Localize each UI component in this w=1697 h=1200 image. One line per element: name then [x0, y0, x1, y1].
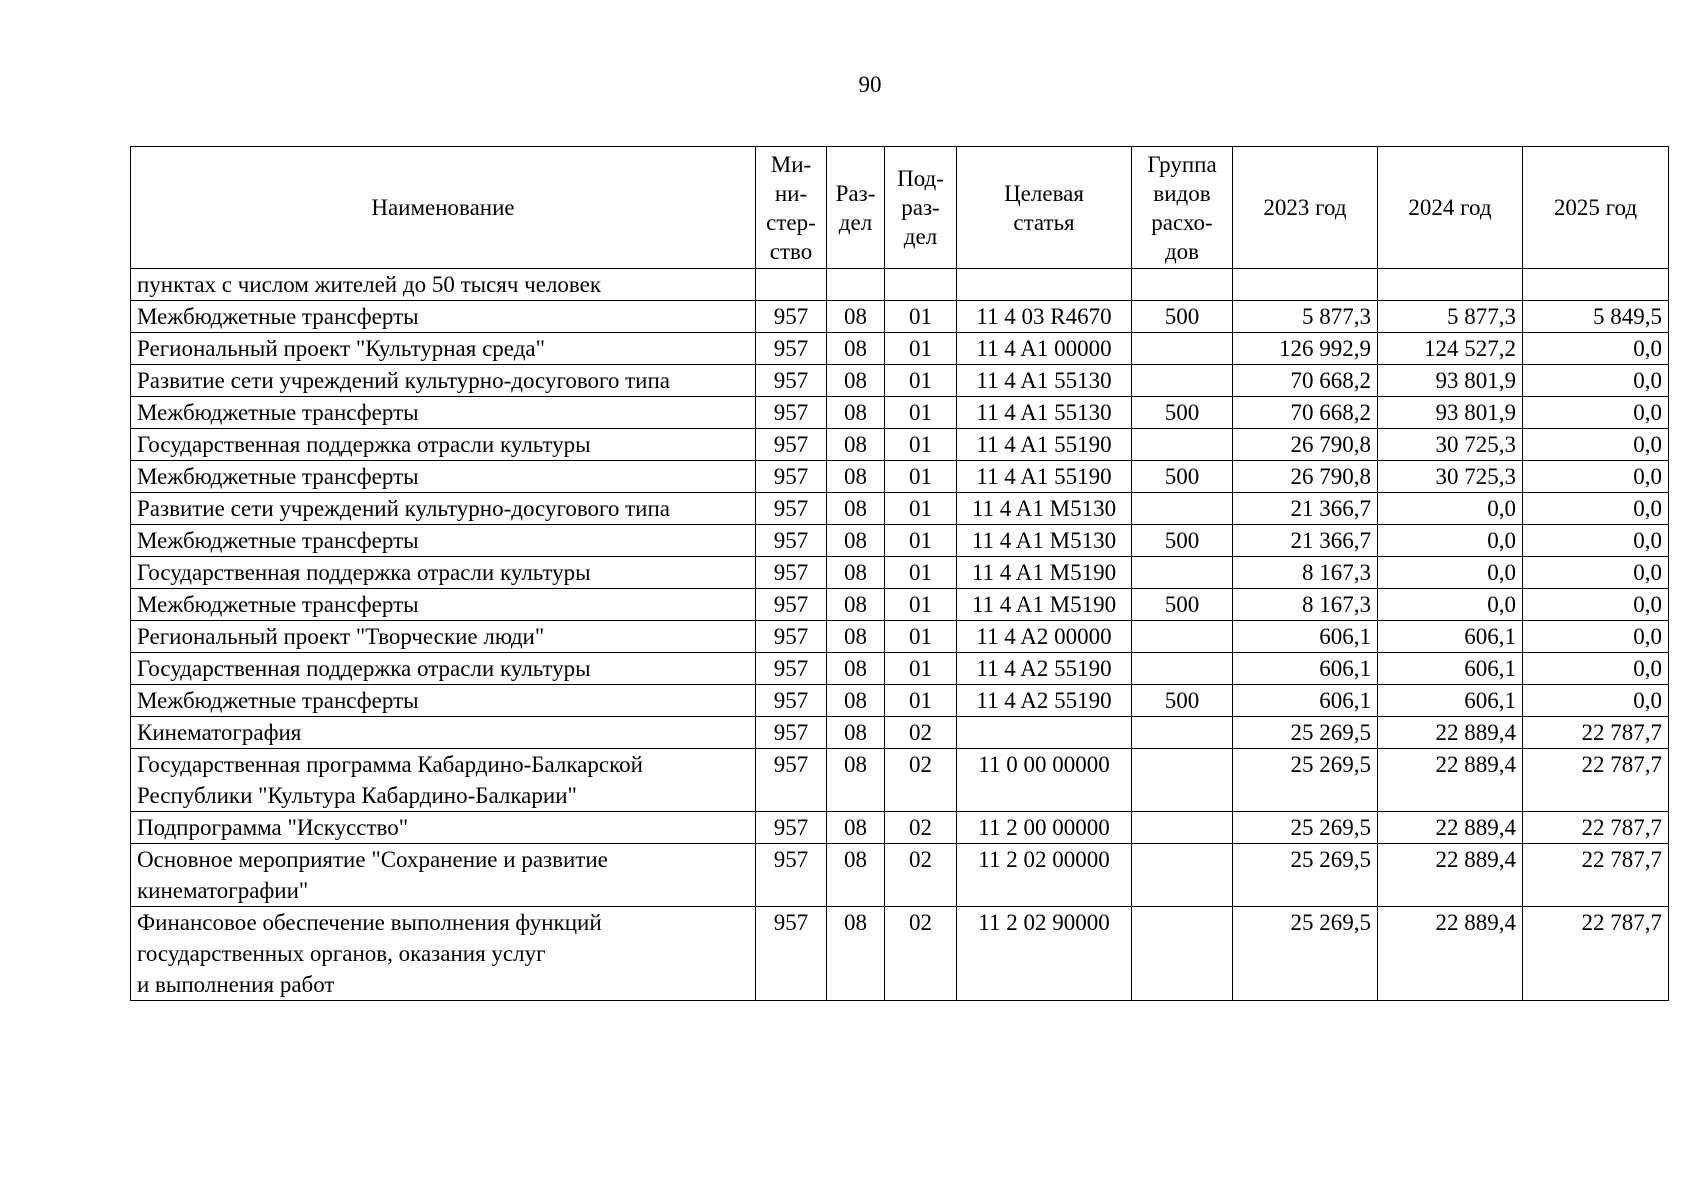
cell-2024: 30 725,3 [1378, 461, 1523, 493]
cell-2025: 0,0 [1523, 365, 1669, 397]
table-row [131, 557, 1669, 589]
cell-name: Основное мероприятие "Сохранение и развитие кинематографии" [131, 844, 756, 907]
cell-2025: 0,0 [1523, 621, 1669, 653]
cell-section: 08 [827, 844, 885, 907]
cell-2025: 22 787,7 [1523, 844, 1669, 907]
cell-target [957, 717, 1132, 749]
cell-2024: 22 889,4 [1378, 749, 1523, 812]
table-row [131, 749, 1669, 812]
header-ministry: Ми- ни- стер- ство [756, 147, 827, 269]
cell-name: Межбюджетные трансферты [131, 461, 756, 493]
cell-expense-group: 500 [1132, 589, 1233, 621]
cell-target: 11 4 A1 55190 [957, 461, 1132, 493]
cell-target: 11 4 A1 M5190 [957, 557, 1132, 589]
cell-2023: 606,1 [1233, 621, 1378, 653]
cell-expense-group [1132, 333, 1233, 365]
cell-expense-group [1132, 844, 1233, 907]
cell-expense-group: 500 [1132, 301, 1233, 333]
cell-2023: 606,1 [1233, 685, 1378, 717]
cell-subsection: 02 [885, 812, 957, 844]
cell-2023: 606,1 [1233, 653, 1378, 685]
cell-subsection: 02 [885, 907, 957, 1001]
cell-name: Региональный проект "Творческие люди" [131, 621, 756, 653]
cell-name: Подпрограмма "Искусство" [131, 812, 756, 844]
cell-section: 08 [827, 301, 885, 333]
cell-expense-group [1132, 749, 1233, 812]
cell-subsection: 01 [885, 685, 957, 717]
cell-2025: 22 787,7 [1523, 812, 1669, 844]
cell-2024: 22 889,4 [1378, 907, 1523, 1001]
cell-section: 08 [827, 365, 885, 397]
cell-name: Межбюджетные трансферты [131, 685, 756, 717]
table-row [131, 333, 1669, 365]
cell-section: 08 [827, 461, 885, 493]
cell-expense-group: 500 [1132, 461, 1233, 493]
cell-2025: 0,0 [1523, 333, 1669, 365]
cell-expense-group [1132, 812, 1233, 844]
cell-name: Межбюджетные трансферты [131, 525, 756, 557]
cell-2023: 25 269,5 [1233, 749, 1378, 812]
cell-target: 11 4 A1 M5130 [957, 493, 1132, 525]
cell-section: 08 [827, 653, 885, 685]
cell-subsection: 01 [885, 493, 957, 525]
cell-2025: 0,0 [1523, 685, 1669, 717]
cell-2024: 93 801,9 [1378, 365, 1523, 397]
header-2023: 2023 год [1233, 147, 1378, 269]
cell-subsection: 01 [885, 301, 957, 333]
cell-ministry: 957 [756, 493, 827, 525]
cell-target: 11 4 A1 55190 [957, 429, 1132, 461]
cell-section: 08 [827, 717, 885, 749]
table-row [131, 589, 1669, 621]
cell-target [957, 269, 1132, 301]
cell-2024: 22 889,4 [1378, 844, 1523, 907]
cell-2024: 606,1 [1378, 653, 1523, 685]
cell-2023: 21 366,7 [1233, 525, 1378, 557]
table-row [131, 301, 1669, 333]
cell-2025 [1523, 269, 1669, 301]
table-row [131, 525, 1669, 557]
cell-2024: 93 801,9 [1378, 397, 1523, 429]
cell-2025: 0,0 [1523, 653, 1669, 685]
cell-ministry: 957 [756, 812, 827, 844]
cell-name: Межбюджетные трансферты [131, 301, 756, 333]
cell-ministry: 957 [756, 749, 827, 812]
cell-2025: 22 787,7 [1523, 749, 1669, 812]
cell-2025: 0,0 [1523, 557, 1669, 589]
cell-subsection: 01 [885, 365, 957, 397]
cell-section: 08 [827, 557, 885, 589]
table-header [131, 147, 1669, 269]
cell-expense-group: 500 [1132, 685, 1233, 717]
cell-2024: 0,0 [1378, 493, 1523, 525]
cell-section: 08 [827, 685, 885, 717]
cell-2023: 21 366,7 [1233, 493, 1378, 525]
cell-2025: 5 849,5 [1523, 301, 1669, 333]
cell-name: Кинематография [131, 717, 756, 749]
cell-ministry: 957 [756, 557, 827, 589]
table-row [131, 461, 1669, 493]
cell-2024: 606,1 [1378, 685, 1523, 717]
cell-ministry: 957 [756, 685, 827, 717]
table-row [131, 653, 1669, 685]
cell-subsection: 01 [885, 429, 957, 461]
cell-2025: 0,0 [1523, 493, 1669, 525]
cell-subsection: 01 [885, 557, 957, 589]
header-target: Целевая статья [957, 147, 1132, 269]
table-row [131, 621, 1669, 653]
cell-section [827, 269, 885, 301]
cell-ministry: 957 [756, 717, 827, 749]
cell-name: Региональный проект "Культурная среда" [131, 333, 756, 365]
cell-2024: 30 725,3 [1378, 429, 1523, 461]
cell-target: 11 0 00 00000 [957, 749, 1132, 812]
cell-name: Государственная поддержка отрасли культуры [131, 557, 756, 589]
cell-2025: 22 787,7 [1523, 907, 1669, 1001]
cell-2023: 5 877,3 [1233, 301, 1378, 333]
cell-subsection [885, 269, 957, 301]
cell-expense-group: 500 [1132, 397, 1233, 429]
cell-2023: 126 992,9 [1233, 333, 1378, 365]
cell-subsection: 02 [885, 717, 957, 749]
cell-section: 08 [827, 749, 885, 812]
cell-2023: 8 167,3 [1233, 557, 1378, 589]
cell-2025: 0,0 [1523, 429, 1669, 461]
cell-2023: 25 269,5 [1233, 907, 1378, 1001]
cell-expense-group [1132, 269, 1233, 301]
cell-2023: 70 668,2 [1233, 397, 1378, 429]
cell-section: 08 [827, 429, 885, 461]
cell-2024: 22 889,4 [1378, 812, 1523, 844]
table-row [131, 269, 1669, 301]
table-row [131, 907, 1669, 1001]
cell-2024: 0,0 [1378, 557, 1523, 589]
cell-2024: 124 527,2 [1378, 333, 1523, 365]
cell-ministry: 957 [756, 589, 827, 621]
cell-name: Государственная программа Кабардино-Балкарской Республики "Культура Кабардино-Балкарии" [131, 749, 756, 812]
cell-subsection: 01 [885, 397, 957, 429]
cell-section: 08 [827, 621, 885, 653]
header-2024: 2024 год [1378, 147, 1523, 269]
cell-subsection: 01 [885, 333, 957, 365]
cell-2025: 22 787,7 [1523, 717, 1669, 749]
cell-ministry: 957 [756, 621, 827, 653]
cell-subsection: 01 [885, 621, 957, 653]
cell-expense-group [1132, 493, 1233, 525]
cell-2024: 606,1 [1378, 621, 1523, 653]
cell-2023 [1233, 269, 1378, 301]
cell-ministry: 957 [756, 525, 827, 557]
cell-2023: 25 269,5 [1233, 844, 1378, 907]
cell-2023: 25 269,5 [1233, 812, 1378, 844]
table-row [131, 812, 1669, 844]
cell-ministry: 957 [756, 907, 827, 1001]
cell-name: Развитие сети учреждений культурно-досугового типа [131, 365, 756, 397]
table-row [131, 685, 1669, 717]
cell-subsection: 01 [885, 461, 957, 493]
cell-ministry: 957 [756, 365, 827, 397]
cell-ministry: 957 [756, 429, 827, 461]
cell-name: Межбюджетные трансферты [131, 397, 756, 429]
cell-subsection: 02 [885, 749, 957, 812]
cell-subsection: 01 [885, 525, 957, 557]
table-body [131, 269, 1669, 1001]
cell-target: 11 2 02 90000 [957, 907, 1132, 1001]
header-expense-group: Группа видов расхо- дов [1132, 147, 1233, 269]
cell-section: 08 [827, 525, 885, 557]
table-row [131, 493, 1669, 525]
budget-table [130, 146, 1669, 1001]
page-number: 90 [858, 72, 882, 97]
cell-section: 08 [827, 397, 885, 429]
cell-ministry: 957 [756, 461, 827, 493]
header-section: Раз- дел [827, 147, 885, 269]
cell-target: 11 4 A1 55130 [957, 365, 1132, 397]
cell-2025: 0,0 [1523, 589, 1669, 621]
cell-expense-group [1132, 653, 1233, 685]
cell-name: Финансовое обеспечение выполнения функций государственных органов, оказания услуг и выполнения работ [131, 907, 756, 1001]
cell-2024: 5 877,3 [1378, 301, 1523, 333]
cell-expense-group: 500 [1132, 525, 1233, 557]
cell-expense-group [1132, 557, 1233, 589]
cell-section: 08 [827, 493, 885, 525]
cell-name: Государственная поддержка отрасли культуры [131, 429, 756, 461]
cell-target: 11 4 A2 55190 [957, 653, 1132, 685]
cell-target: 11 4 A1 55130 [957, 397, 1132, 429]
cell-subsection: 02 [885, 844, 957, 907]
cell-expense-group [1132, 621, 1233, 653]
cell-2023: 26 790,8 [1233, 461, 1378, 493]
cell-ministry: 957 [756, 397, 827, 429]
header-2025: 2025 год [1523, 147, 1669, 269]
cell-expense-group [1132, 365, 1233, 397]
table-row [131, 365, 1669, 397]
cell-section: 08 [827, 589, 885, 621]
cell-2023: 8 167,3 [1233, 589, 1378, 621]
cell-subsection: 01 [885, 589, 957, 621]
cell-name: Межбюджетные трансферты [131, 589, 756, 621]
cell-2024 [1378, 269, 1523, 301]
cell-ministry [756, 269, 827, 301]
cell-name: Государственная поддержка отрасли культуры [131, 653, 756, 685]
table-row [131, 844, 1669, 907]
cell-target: 11 4 A1 M5190 [957, 589, 1132, 621]
header-name: Наименование [131, 147, 756, 269]
cell-2023: 70 668,2 [1233, 365, 1378, 397]
cell-expense-group [1132, 907, 1233, 1001]
cell-ministry: 957 [756, 333, 827, 365]
cell-expense-group [1132, 429, 1233, 461]
cell-2024: 22 889,4 [1378, 717, 1523, 749]
cell-subsection: 01 [885, 653, 957, 685]
cell-ministry: 957 [756, 653, 827, 685]
header-subsection: Под- раз- дел [885, 147, 957, 269]
cell-target: 11 4 A1 00000 [957, 333, 1132, 365]
table-row [131, 717, 1669, 749]
cell-2023: 26 790,8 [1233, 429, 1378, 461]
cell-section: 08 [827, 907, 885, 1001]
cell-expense-group [1132, 717, 1233, 749]
cell-target: 11 4 A1 M5130 [957, 525, 1132, 557]
cell-target: 11 2 02 00000 [957, 844, 1132, 907]
cell-2024: 0,0 [1378, 589, 1523, 621]
table-row [131, 397, 1669, 429]
cell-ministry: 957 [756, 301, 827, 333]
table-row [131, 429, 1669, 461]
cell-2024: 0,0 [1378, 525, 1523, 557]
cell-ministry: 957 [756, 844, 827, 907]
cell-target: 11 4 A2 00000 [957, 621, 1132, 653]
cell-name: Развитие сети учреждений культурно-досугового типа [131, 493, 756, 525]
cell-2025: 0,0 [1523, 397, 1669, 429]
cell-target: 11 4 A2 55190 [957, 685, 1132, 717]
cell-target: 11 2 00 00000 [957, 812, 1132, 844]
cell-2025: 0,0 [1523, 461, 1669, 493]
cell-name: пунктах с числом жителей до 50 тысяч человек [131, 269, 756, 301]
cell-2023: 25 269,5 [1233, 717, 1378, 749]
cell-section: 08 [827, 812, 885, 844]
cell-2025: 0,0 [1523, 525, 1669, 557]
cell-target: 11 4 03 R4670 [957, 301, 1132, 333]
cell-section: 08 [827, 333, 885, 365]
